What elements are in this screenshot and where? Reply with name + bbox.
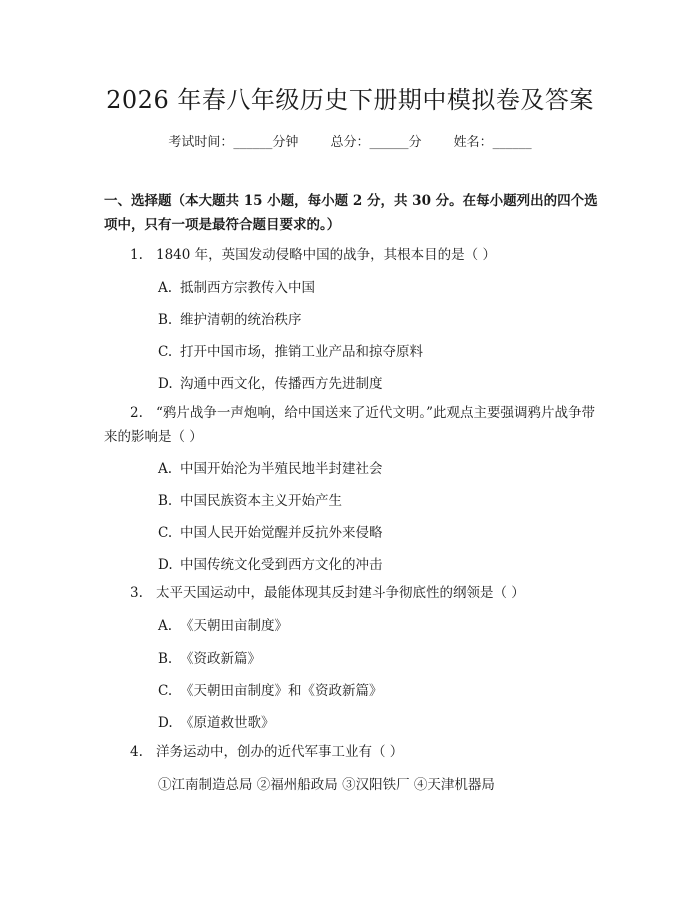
question-number: 2. [130, 405, 143, 421]
question-3 [130, 581, 600, 605]
question-stem: “鸦片战争一声炮响，给中国送来了近代文明。”此观点主要强调鸦片战争带来的影响是（ ） [104, 405, 596, 445]
option-3b: B. 《资政新篇》 [158, 651, 261, 667]
question-4-items: ①江南制造总局 ②福州船政局 ③汉阳铁厂 ④天津机器局 [158, 777, 495, 793]
question-number: 3. [130, 585, 143, 601]
question-stem: 洋务运动中，创办的近代军事工业有（ ） [156, 744, 404, 760]
option-3a: A. 《天朝田亩制度》 [158, 618, 288, 634]
option-2c: C. 中国人民开始觉醒并反抗外来侵略 [158, 525, 383, 541]
option-1c: C. 打开中国市场，推销工业产品和掠夺原料 [158, 344, 423, 360]
question-stem: 太平天国运动中，最能体现其反封建斗争彻底性的纲领是（ ） [156, 585, 525, 601]
option-3d: D. 《原道救世歌》 [158, 715, 275, 731]
page-title: 2026 年春八年级历史下册期中模拟卷及答案 [106, 86, 594, 114]
exam-score: 总分：______分 [330, 135, 422, 150]
option-1d: D. 沟通中西文化，传播西方先进制度 [158, 376, 383, 392]
question-number: 4. [130, 744, 143, 760]
option-1a: A. 抵制西方宗教传入中国 [158, 280, 315, 296]
exam-time: 考试时间：______分钟 [168, 135, 299, 150]
option-2a: A. 中国开始沦为半殖民地半封建社会 [158, 461, 383, 477]
student-name: 姓名：______ [453, 135, 532, 150]
option-1b: B. 维护清朝的统治秩序 [158, 312, 302, 328]
question-4 [130, 740, 600, 764]
section-heading: 一、选择题（本大题共 15 小题，每小题 2 分，共 30 分。在每小题列出的四个选项中，只有一项是最符合题目要求的。） [104, 193, 598, 233]
option-3c: C. 《天朝田亩制度》和《资政新篇》 [158, 683, 383, 699]
option-2b: B. 中国民族资本主义开始产生 [158, 493, 342, 509]
question-stem: 1840 年，英国发动侵略中国的战争，其根本目的是（ ） [156, 247, 496, 263]
question-1 [130, 243, 600, 267]
question-number: 1. [130, 247, 143, 263]
exam-meta [0, 131, 700, 150]
question-2 [104, 401, 604, 449]
option-2d: D. 中国传统文化受到西方文化的冲击 [158, 557, 383, 573]
